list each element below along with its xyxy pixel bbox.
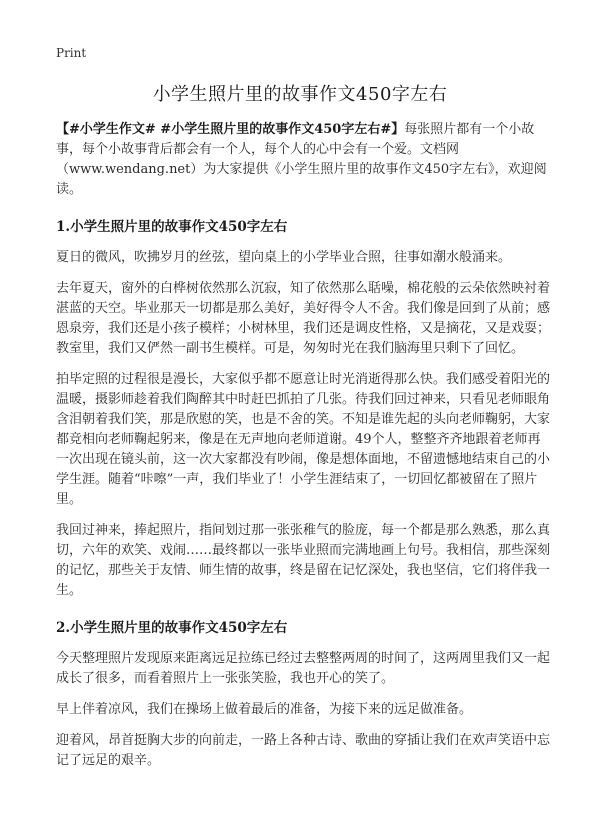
section-1-paragraph-2: 去年夏天，窗外的白桦树依然那么沉寂，知了依然那么聒噪，棉花般的云朵依然映衬着湛蓝的天空。毕业那天一切都是那么美好，美好得令人不舍。我们像是回到了从前；感恩泉旁，我们还是小孩子模样；小树林里，我们还是调皮性格，又是摘花，又是戏耍；教室里，我们又俨然一副书生模样。可是，匆匆时光在我们脑海里只剩下了回忆。: [56, 281, 551, 356]
page-title: 小学生照片里的故事作文450字左右: [152, 84, 448, 105]
section-1-paragraph-4: 我回过神来，捧起照片，指间划过那一张张稚气的脸庞，每一个都是那么熟悉，那么真切，六年的欢笑、戏闹……最终都以一张毕业照而完满地画上句号。我相信，那些深刻的记忆，那些关于友情、师生情的故事，终是留在记忆深处，我也坚信，它们将伴我一生。: [56, 523, 551, 598]
section-heading-1: 1.小学生照片里的故事作文450字左右: [56, 219, 288, 235]
section-1-paragraph-3: 拍毕定照的过程很是漫长，大家似乎都不愿意让时光消逝得那么快。我们感受着阳光的温暖，摄影师趁着我们陶醉其中时赶巴抓拍了几张。待我们回过神来，只看见老师眼角含泪朝着我们笑，那是欣慰的笑，也是不舍的笑。不知是谁先起的头向老师鞠躬，大家都竞相向老师鞠起躬来，像是在无声地向老师道谢。49个人，整整齐齐地跟着老师再一次出现在镜头前，这一次大家都没有吵闹，像是想体面地，不留遗憾地结束自己的小学生涯。随着“咔嚓”一声，我们毕业了！小学生涯结束了，一切回忆都被留在了照片里。: [56, 372, 551, 507]
section-2-paragraph-2: 早上伴着凉风，我们在操场上做着最后的准备，为接下来的远足做准备。: [56, 702, 473, 717]
intro-text: 每张照片都有一个小故事，每个小故事背后都会有一个人，每个人的心中会有一个爱。文档网（www.wendang.net）为大家提供《小学生照片里的故事作文450字左右》，欢迎阅读。: [56, 122, 547, 197]
intro-paragraph: [56, 120, 552, 200]
print-link[interactable]: Print: [56, 46, 87, 60]
article-body: [56, 120, 552, 782]
intro-tags: 【#小学生作文# #小学生照片里的故事作文450字左右#】: [56, 122, 405, 137]
section-2-paragraph-1: 今天整理照片发现原来距离远足拉练已经过去整整两周的时间了，这两周里我们又一起成长了很多，而看着照片上一张张笑脸，我也开心的笑了。: [56, 651, 551, 686]
section-heading-2: 2.小学生照片里的故事作文450字左右: [56, 620, 288, 636]
section-1-paragraph-1: 夏日的微风，吹拂岁月的丝弦，望向桌上的小学毕业合照，往事如潮水般涌来。: [56, 250, 512, 265]
section-2-paragraph-3: 迎着风，昂首挺胸大步的向前走，一路上各种古诗、歌曲的穿插让我们在欢声笑语中忘记了远足的艰辛。: [56, 733, 551, 768]
